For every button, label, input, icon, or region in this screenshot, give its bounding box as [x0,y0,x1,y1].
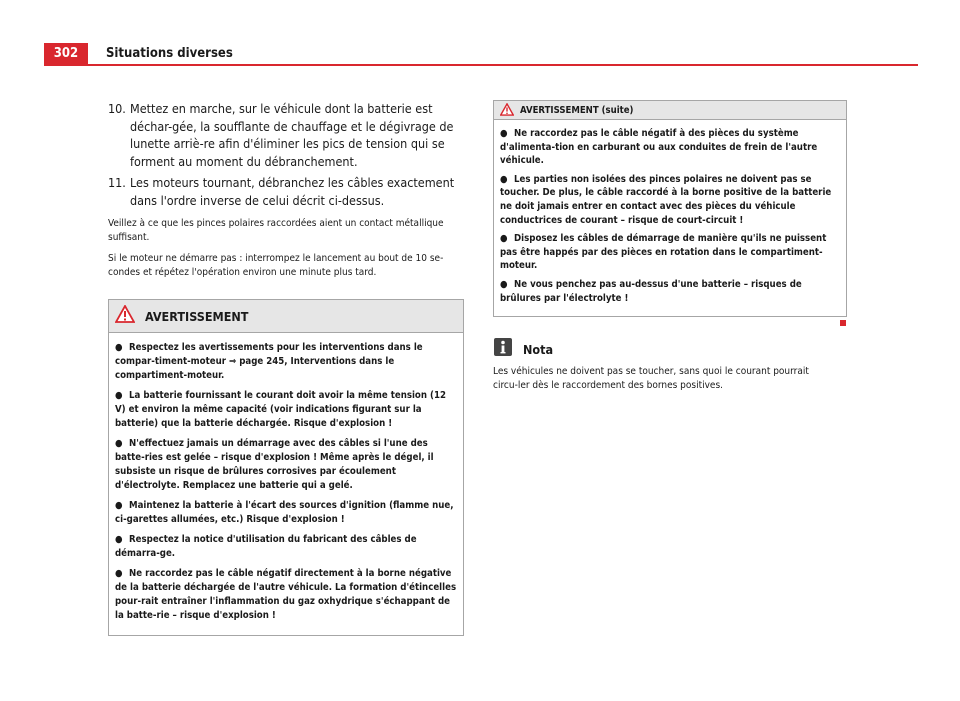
warning-item: ● Respectez la notice d'utilisation du fabricant des câbles de démarra-ge. [115,534,417,559]
right-column [493,100,847,402]
warning-triangle-icon [115,305,135,327]
paragraph-contact: Veillez à ce que les pinces polaires raccordées aient un contact métallique suffisant. [108,218,444,243]
warning-header [109,300,463,333]
warning-item: ● Respectez les avertissements pour les interventions dans le compar-timent-moteur ⇒ page 245, Interventions dans le compartiment-moteur. [115,342,423,381]
step-text: Les moteurs tournant, débranchez les câbles exactement dans l'ordre inverse de celui décrit ci-dessus. [130,175,455,208]
header-rule [44,64,918,66]
step-text: Mettez en marche, sur le véhicule dont la batterie est déchar-gée, la soufflante de chauffage et le dégivrage de lunette arriè-re afin d'éliminer les pics de tension qui se forment au moment du débranchement. [130,101,454,169]
warning-box-continued [493,100,847,317]
page-number: 302 [44,43,88,65]
warning-item: ● Les parties non isolées des pinces polaires ne doivent pas se toucher. De plus, le câble raccordé à la borne positive de la batterie ne doit jamais entrer en contact avec des pièces du véhicule conductrices de courant – risque de court-circuit ! [500,173,832,226]
warning-item: ● Disposez les câbles de démarrage de manière qu'ils ne puissent pas être happés par des pièces en rotation dans le compartiment-moteur. [500,233,827,272]
section-end-marker [840,320,846,326]
left-column [108,100,464,636]
warning-title: AVERTISSEMENT (suite) [520,104,634,116]
warning-box [108,299,464,636]
info-note-icon [493,337,513,361]
warning-item: ● La batterie fournissant le courant doit avoir la même tension (12 V) et environ la même capacité (voir indications figurant sur la batterie) que la batterie déchargée. Risque d'explosion ! [115,390,446,429]
warning-body [494,120,846,316]
warning-item: ● Ne vous penchez pas au-dessus d'une batterie – risques de brûlures par l'électrolyte ! [500,278,802,304]
warning-item: ● Ne raccordez pas le câble négatif à des pièces du système d'alimenta-tion en carburant ou aux conduites de frein de l'autre véhicule. [500,128,818,167]
note-text: Les véhicules ne doivent pas se toucher, sans quoi le courant pourrait circu-ler dès le raccordement des bornes positives. [493,366,809,391]
step-number: 10. [108,101,126,116]
section-title: Situations diverses [106,46,233,61]
warning-body [109,333,463,635]
step-number: 11. [108,175,126,190]
page-header [44,43,918,65]
note-header [493,337,847,361]
step-10 [108,100,464,170]
note-title: Nota [523,341,554,357]
warning-triangle-icon [500,101,514,120]
warning-title: AVERTISSEMENT [145,308,249,324]
warning-item: ● N'effectuez jamais un démarrage avec des câbles si l'une des batte-ries est gelée – risque d'explosion ! Même après le dégel, il subsiste un risque de brûlures corrosives par écoulement d'électrolyte. Remplacez une batterie qui a gelé. [115,438,434,491]
step-11 [108,174,464,209]
warning-item: ● Maintenez la batterie à l'écart des sources d'ignition (flamme nue, ci-garettes allumées, etc.) Risque d'explosion ! [115,500,454,525]
paragraph-restart: Si le moteur ne démarre pas : interrompez le lancement au bout de 10 se-condes et répétez l'opération environ une minute plus tard. [108,253,444,278]
note-section [493,337,847,392]
warning-item: ● Ne raccordez pas le câble négatif directement à la borne négative de la batterie déchargée de l'autre véhicule. La formation d'étincelles pour-rait entraîner l'inflammation du gaz oxhydrique s'échappant de la batte-rie – risque d'explosion ! [115,568,457,621]
warning-header [494,101,846,120]
